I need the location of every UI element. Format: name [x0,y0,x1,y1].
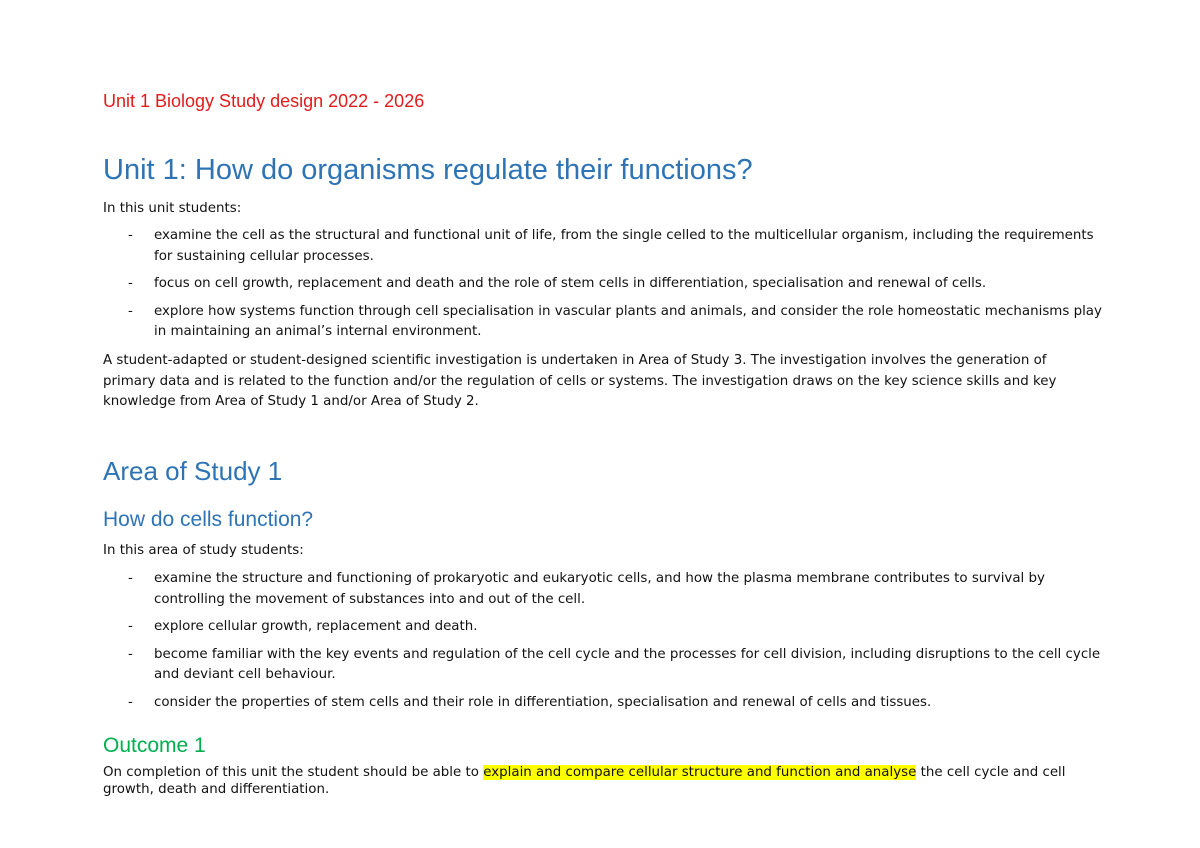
intro-lead: In this unit students: [103,201,242,216]
area-of-study-list [103,569,1103,720]
list-item-text: explore how systems function through cell specialisation in vascular plants and animals, and consider the role homeostatic mechanisms play in maintaining an animal’s internal environment. [154,303,1102,339]
area-of-study-title: Area of Study 1 [103,456,283,486]
list-item [103,302,1103,343]
outcome-paragraph [103,764,1103,798]
document-subtitle: Unit 1 Biology Study design 2022 - 2026 [103,91,425,111]
intro-list [103,226,1103,350]
list-item [103,226,1103,267]
area-of-study-lead: In this area of study students: [103,543,304,558]
list-item [103,693,1103,714]
area-of-study-question: How do cells function? [103,508,314,531]
dash-bullet: - [128,228,133,243]
outcome-text-after: the cell cycle and cell growth, death and differentiation. [103,765,1066,797]
list-item [103,274,1103,295]
investigation-paragraph: A student-adapted or student-designed scientific investigation is undertaken in Area of Study 3. The investigation involves the generation of primary data and is related to the function and/or the regulation of cells or systems. The investigation draws on the key science skills and key knowledge from Area of Study 1 and/or Area of Study 2. [103,353,1057,409]
dash-bullet: - [128,303,133,319]
dash-bullet: - [128,619,133,634]
outcome-title: Outcome 1 [103,734,206,757]
dash-bullet: - [128,694,133,710]
outcome-text-before: On completion of this unit the student should be able to [103,765,484,780]
list-item-text: focus on cell growth, replacement and death and the role of stem cells in differentiation, specialisation and renewal of cells. [154,276,987,291]
list-item [103,645,1103,686]
unit-title: Unit 1: How do organisms regulate their functions? [103,154,753,186]
list-item-text: consider the properties of stem cells and their role in differentiation, specialisation and renewal of cells and tissues. [154,694,932,710]
outcome-highlight: explain and compare cellular structure and function and analyse [483,765,917,780]
dash-bullet: - [128,571,133,586]
list-item [103,569,1103,610]
list-item-text: become familiar with the key events and regulation of the cell cycle and the processes for cell division, including disruptions to the cell cycle and deviant cell behaviour. [154,646,1101,682]
list-item-text: examine the cell as the structural and functional unit of life, from the single celled to the multicellular organism, including the requirements for sustaining cellular processes. [154,228,1094,264]
list-item [103,617,1103,638]
dash-bullet: - [128,646,133,662]
list-item-text: examine the structure and functioning of prokaryotic and eukaryotic cells, and how the plasma membrane contributes to survival by controlling the movement of substances into and out of the cell. [154,571,1045,607]
dash-bullet: - [128,276,133,291]
list-item-text: explore cellular growth, replacement and death. [154,619,478,634]
